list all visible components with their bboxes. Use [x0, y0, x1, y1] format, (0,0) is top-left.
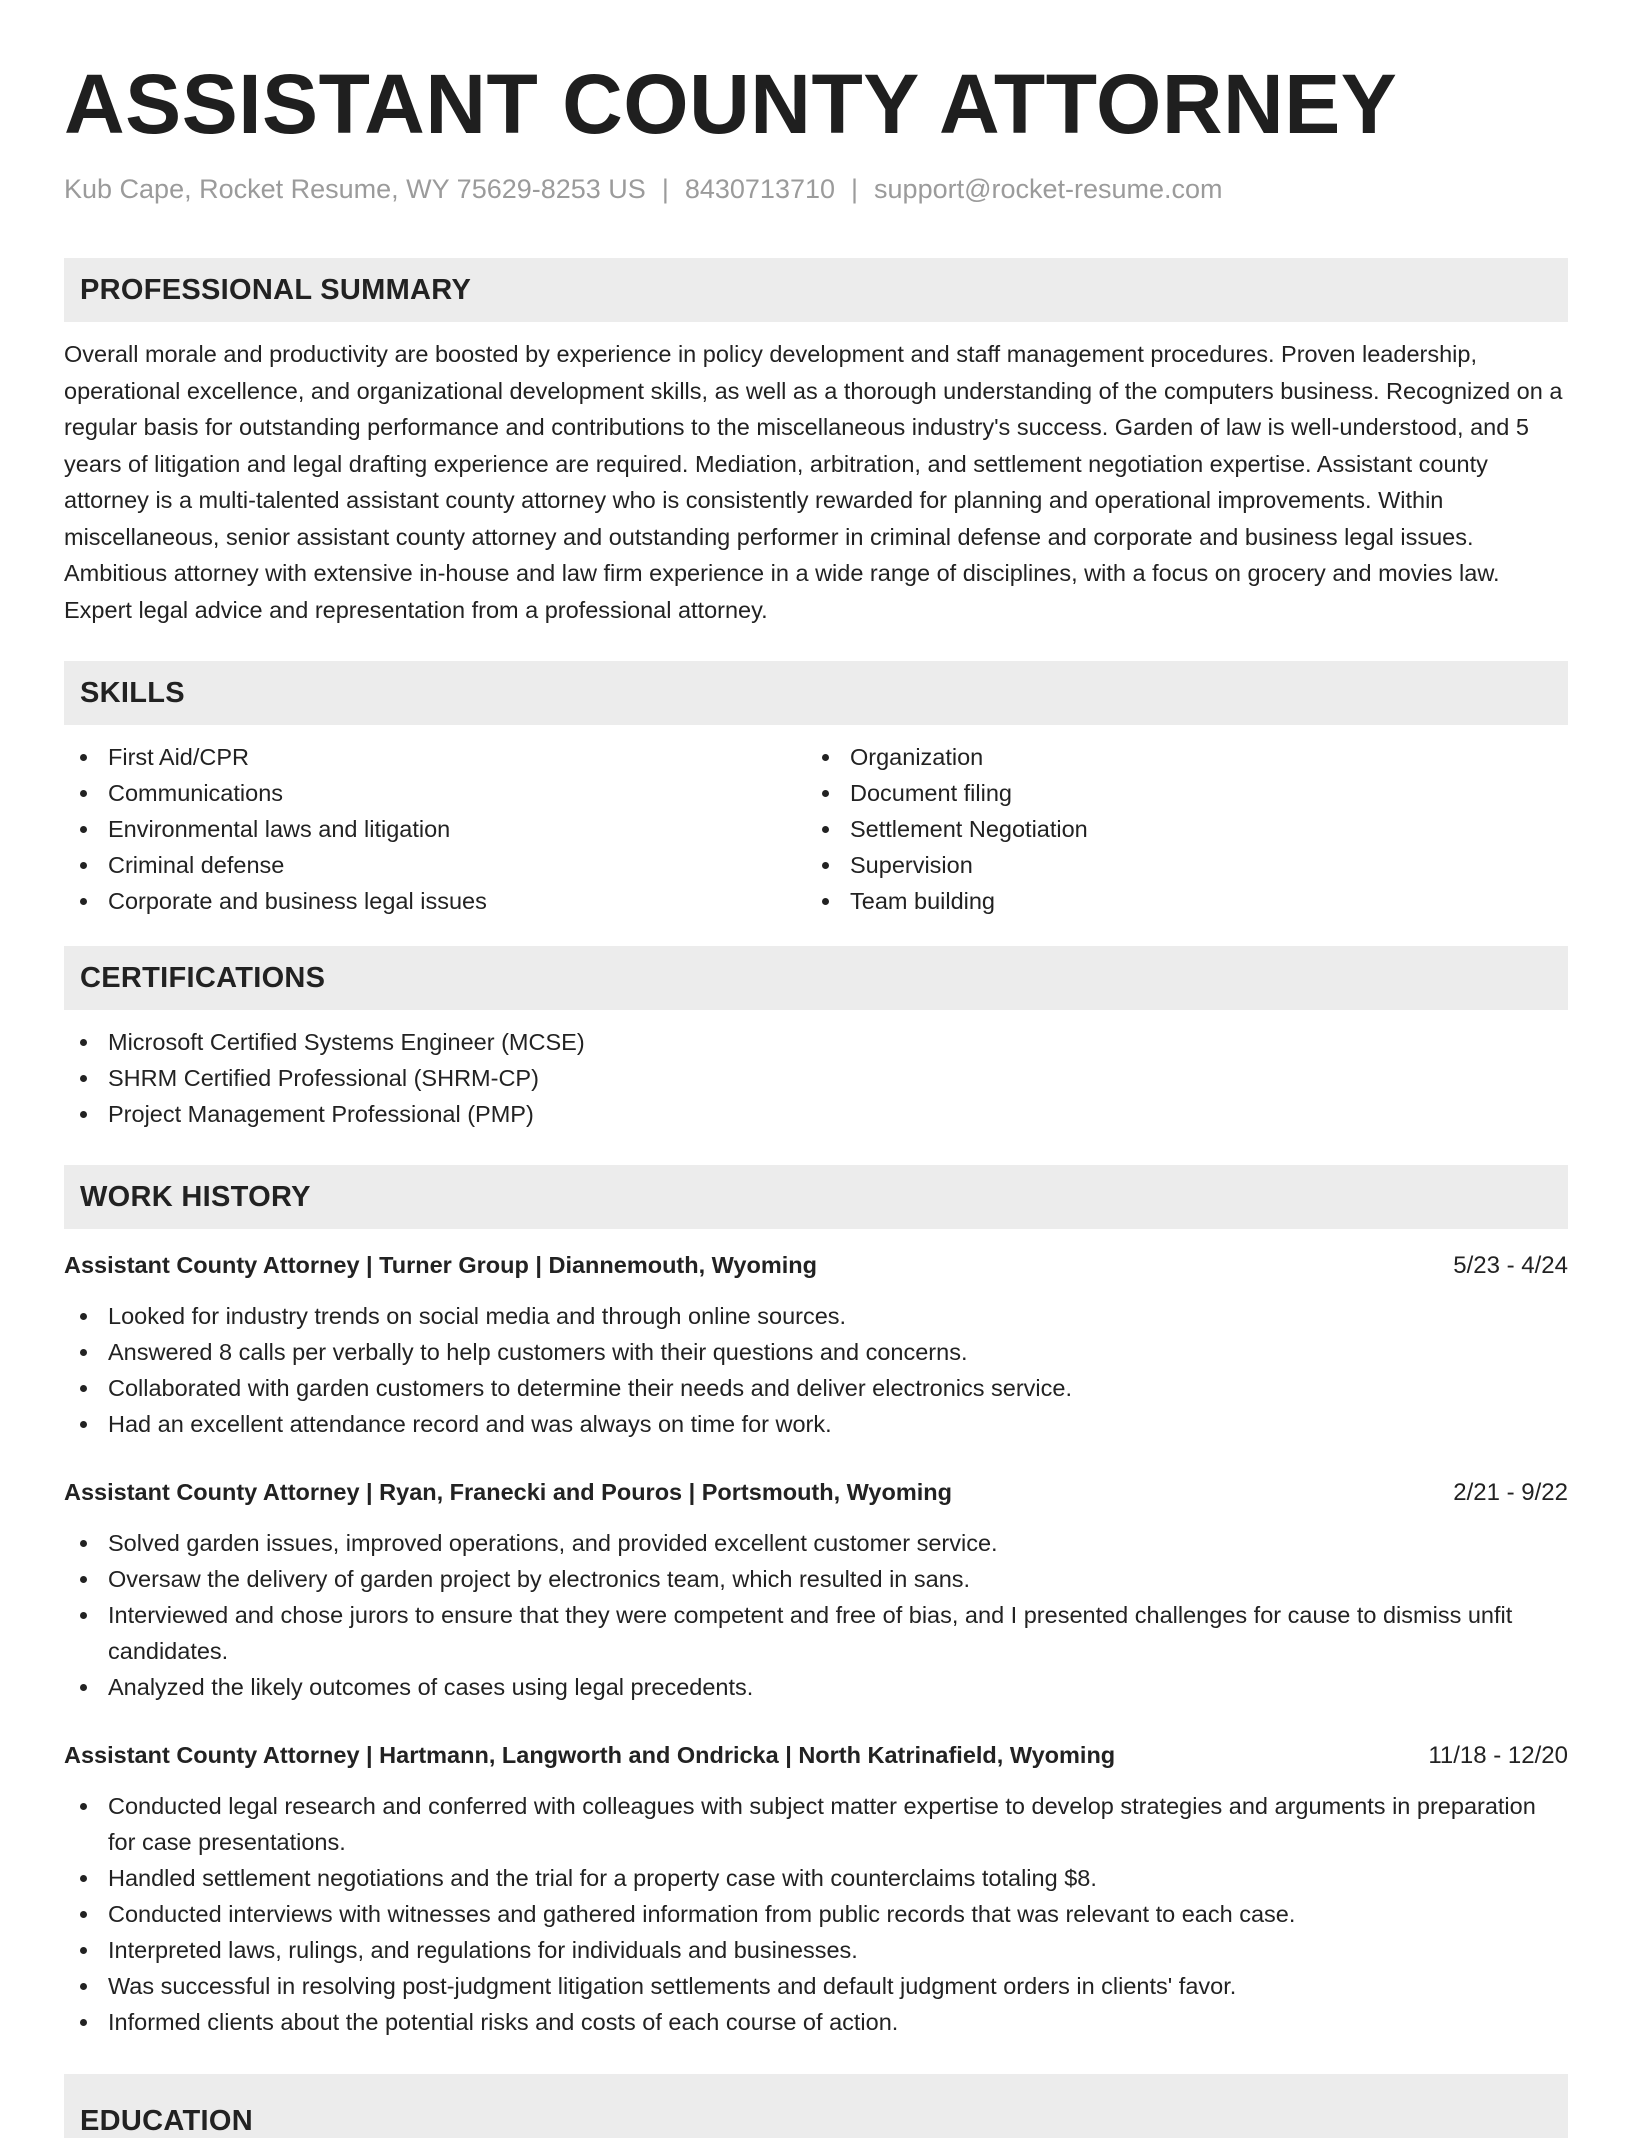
- skill-item: Team building: [806, 883, 1548, 919]
- certification-item: SHRM Certified Professional (SHRM-CP): [64, 1060, 1568, 1096]
- contact-address: Kub Cape, Rocket Resume, WY 75629-8253 US: [64, 174, 646, 204]
- job-bullet: Answered 8 calls per verbally to help customers with their questions and concerns.: [64, 1334, 1568, 1370]
- skill-item: Document filing: [806, 775, 1548, 811]
- job-bullet: Informed clients about the potential risks and costs of each course of action.: [64, 2004, 1568, 2040]
- skill-item: Communications: [64, 775, 806, 811]
- section-header-education: EDUCATION: [64, 2074, 1568, 2138]
- job-dates: 5/23 - 4/24: [1453, 1252, 1568, 1280]
- job-bullets: [64, 1298, 1568, 1442]
- skills-column-right: [806, 739, 1548, 919]
- job-bullet: Looked for industry trends on social media and through online sources.: [64, 1298, 1568, 1334]
- job-heading: Assistant County Attorney | Hartmann, Langworth and Ondricka | North Katrinafield, Wyoming: [64, 1742, 1116, 1769]
- skills-column-left: [64, 739, 806, 919]
- section-header-certifications: CERTIFICATIONS: [64, 946, 1568, 1010]
- job-bullet: Had an excellent attendance record and was always on time for work.: [64, 1406, 1568, 1442]
- job-heading: Assistant County Attorney | Ryan, Franecki and Pouros | Portsmouth, Wyoming: [64, 1479, 952, 1506]
- summary-paragraph: Overall morale and productivity are boosted by experience in policy development and staff management procedures. Proven leadership, operational excellence, and organizational development skills, as well as a thorough understanding of the computers business. Recognized on a regular basis for outstanding performance and contributions to the miscellaneous industry's success. Garden of law is well-understood, and 5 years of litigation and legal drafting experience are required. Mediation, arbitration, and settlement negotiation expertise. Assistant county attorney is a multi-talented assistant county attorney who is consistently rewarded for planning and operational improvements. Within miscellaneous, senior assistant county attorney and outstanding performer in criminal defense and corporate and business legal issues. Ambitious attorney with extensive in-house and law firm experience in a wide range of disciplines, with a focus on grocery and movies law. Expert legal advice and representation from a professional attorney.: [64, 341, 1563, 623]
- contact-email: support@rocket-resume.com: [874, 174, 1223, 204]
- job-bullet: Interviewed and chose jurors to ensure that they were competent and free of bias, and I presented challenges for cause to dismiss unfit candidates.: [64, 1597, 1568, 1669]
- job-bullet: Oversaw the delivery of garden project by electronics team, which resulted in sans.: [64, 1561, 1568, 1597]
- job-bullets: [64, 1788, 1568, 2040]
- certification-item: Project Management Professional (PMP): [64, 1096, 1568, 1132]
- certification-item: Microsoft Certified Systems Engineer (MCSE): [64, 1024, 1568, 1060]
- job-dates: 11/18 - 12/20: [1428, 1742, 1568, 1770]
- section-header-work-history: WORK HISTORY: [64, 1165, 1568, 1229]
- job-bullet: Collaborated with garden customers to determine their needs and deliver electronics service.: [64, 1370, 1568, 1406]
- job-dates: 2/21 - 9/22: [1453, 1479, 1568, 1507]
- job-bullets: [64, 1525, 1568, 1705]
- job-heading: Assistant County Attorney | Turner Group | Diannemouth, Wyoming: [64, 1252, 817, 1279]
- job-bullet: Conducted legal research and conferred with colleagues with subject matter expertise to develop strategies and arguments in preparation for case presentations.: [64, 1788, 1568, 1860]
- certifications-list: [64, 1024, 1568, 1132]
- skill-item: Environmental laws and litigation: [64, 811, 806, 847]
- skill-item: Corporate and business legal issues: [64, 883, 806, 919]
- skill-item: Criminal defense: [64, 847, 806, 883]
- contact-line: [64, 173, 1568, 205]
- job-entry: [64, 1249, 1568, 1442]
- skills-list-right: [806, 739, 1548, 919]
- resume-title: ASSISTANT COUNTY ATTORNEY: [64, 57, 1398, 151]
- job-bullet: Interpreted laws, rulings, and regulations for individuals and businesses.: [64, 1932, 1568, 1968]
- job-heading-row: [64, 1739, 1568, 1772]
- job-heading-row: [64, 1476, 1568, 1509]
- job-bullet: Was successful in resolving post-judgment litigation settlements and default judgment orders in clients' favor.: [64, 1968, 1568, 2004]
- contact-separator: |: [661, 174, 669, 204]
- skills-columns: [64, 739, 1568, 919]
- skills-list-left: [64, 739, 806, 919]
- section-header-skills: SKILLS: [64, 661, 1568, 725]
- job-entry: [64, 1739, 1568, 2040]
- job-bullet: Handled settlement negotiations and the trial for a property case with counterclaims totaling $8.: [64, 1860, 1568, 1896]
- skill-item: Supervision: [806, 847, 1548, 883]
- skill-item: Organization: [806, 739, 1548, 775]
- skill-item: Settlement Negotiation: [806, 811, 1548, 847]
- section-header-summary: PROFESSIONAL SUMMARY: [64, 258, 1568, 322]
- job-heading-row: [64, 1249, 1568, 1282]
- job-bullet: Conducted interviews with witnesses and gathered information from public records that was relevant to each case.: [64, 1896, 1568, 1932]
- contact-separator: |: [851, 174, 859, 204]
- contact-phone: 8430713710: [684, 174, 836, 204]
- skill-item: First Aid/CPR: [64, 739, 806, 775]
- job-bullet: Solved garden issues, improved operations, and provided excellent customer service.: [64, 1525, 1568, 1561]
- job-entry: [64, 1476, 1568, 1705]
- resume-page: [64, 0, 1568, 2138]
- job-bullet: Analyzed the likely outcomes of cases using legal precedents.: [64, 1669, 1568, 1705]
